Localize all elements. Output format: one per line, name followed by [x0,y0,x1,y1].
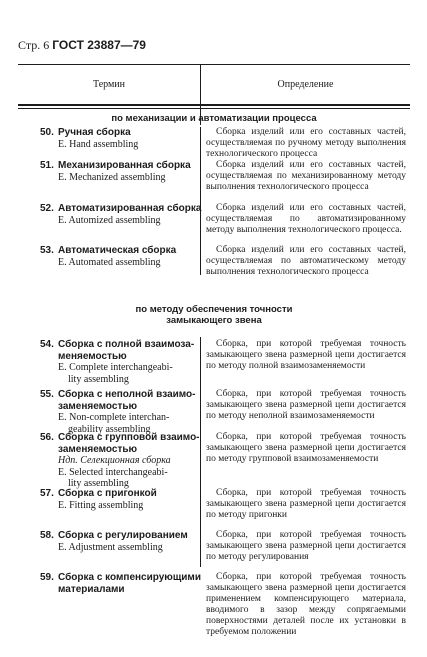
term-block [58,572,213,595]
term-number: 51. [40,160,54,171]
term-english: E. Automized assembling [58,214,161,226]
term-block [58,127,213,150]
term-name: Сборка с неполной взаимо- [58,389,196,400]
term-name-continued: материалами [58,583,125,595]
term-name: Сборка с полной взаимоза- [58,339,195,350]
section-title-accuracy [18,304,410,326]
term-name-continued: заменяемостью [58,443,138,455]
term-block [58,160,213,183]
term-definition: Сборка, при которой требуемая точность замыкающего звена размерной цепи достигается по методу пригонки [206,488,406,520]
term-definition: Сборка, при которой требуемая точность замыкающего звена размерной цепи достигается применением компенсирующего материала, вводимого в зазор между сопрягаемыми поверхностями деталей после их установки в требуемом положении [206,572,406,637]
term-english-continued: geability assembling [68,423,151,435]
term-name: Ручная сборка [58,127,131,138]
term-block [58,389,213,435]
term-english: E. Adjustment assembling [58,541,163,553]
header-rule [18,104,410,109]
term-english-continued: lity assembling [68,373,129,385]
term-number: 57. [40,488,54,499]
column-header-term: Термин [92,79,126,90]
term-name-continued: меняемостью [58,350,127,362]
term-definition: Сборка, при которой требуемая точность замыкающего звена размерной цепи достигается по методу полной взаимозаменяемости [206,339,406,371]
column-header-definition: Определение [277,79,334,90]
section-title-line: по методу обеспечения точности [135,304,293,315]
table-header [18,64,410,106]
term-number: 56. [40,432,54,443]
term-english: E. Mechanized assembling [58,171,166,183]
term-number: 50. [40,127,54,138]
term-name: Механизированная сборка [58,160,191,171]
term-definition: Сборка изделий или его составных частей, осуществляемая по механизированному методу выполнения технологического процесса [206,160,406,192]
term-block [58,488,213,511]
term-name: Сборка с регулированием [58,530,188,541]
term-english: E. Selected interchangeabi- [58,466,168,478]
term-english: E. Complete interchangeabi- [58,362,173,373]
term-block [58,203,213,226]
term-number: 55. [40,389,54,400]
page-number: Стр. 6 [18,38,50,52]
term-number: 58. [40,530,54,541]
term-block [58,530,213,553]
term-definition: Сборка, при которой требуемая точность замыкающего звена размерной цепи достигается по методу групповой взаимозаменяемости [206,432,406,464]
term-name: Автоматическая сборка [58,245,177,256]
section-title-line: замыкающего звена [166,315,262,326]
term-name: Сборка с пригонкой [58,488,157,499]
term-english: E. Non-complete interchan- [58,412,170,423]
term-english-continued: lity assembling [68,478,129,489]
term-deprecated: Ндп. Селекционная сборка [58,455,171,466]
term-definition: Сборка, при которой требуемая точность замыкающего звена размерной цепи достигается по методу неполной взаимозаменяемости [206,389,406,421]
term-number: 52. [40,203,54,214]
term-definition: Сборка изделий или его составных частей, осуществляемая по ручному методу выполнения технологического процесса [206,127,406,159]
term-number: 59. [40,572,54,583]
gost-code: ГОСТ 23887—79 [52,38,146,52]
term-block [58,432,213,490]
section-title-mechanization: по механизации и автоматизации процесса [111,113,317,124]
page-header [18,38,146,53]
term-english: E. Hand assembling [58,138,139,150]
term-name: Сборка с групповой взаимо- [58,432,200,443]
term-definition: Сборка изделий или его составных частей, осуществляемая по автоматическому методу выполнения технологического процесса [206,245,406,277]
term-english: E. Fitting assembling [58,499,144,511]
term-block [58,245,213,268]
term-english: E. Automated assembling [58,256,161,268]
term-name-continued: заменяемостью [58,400,138,412]
term-name: Сборка с компенсирующими [58,572,201,583]
term-definition: Сборка изделий или его составных частей, осуществляемая по автоматизированному методу выполнения технологического процесса. [206,203,406,235]
term-definition: Сборка, при которой требуемая точность замыкающего звена размерной цепи достигается по методу регулирования [206,530,406,562]
term-block [58,339,213,385]
term-number: 53. [40,245,54,256]
term-number: 54. [40,339,54,350]
term-name: Автоматизированная сборка [58,203,202,214]
